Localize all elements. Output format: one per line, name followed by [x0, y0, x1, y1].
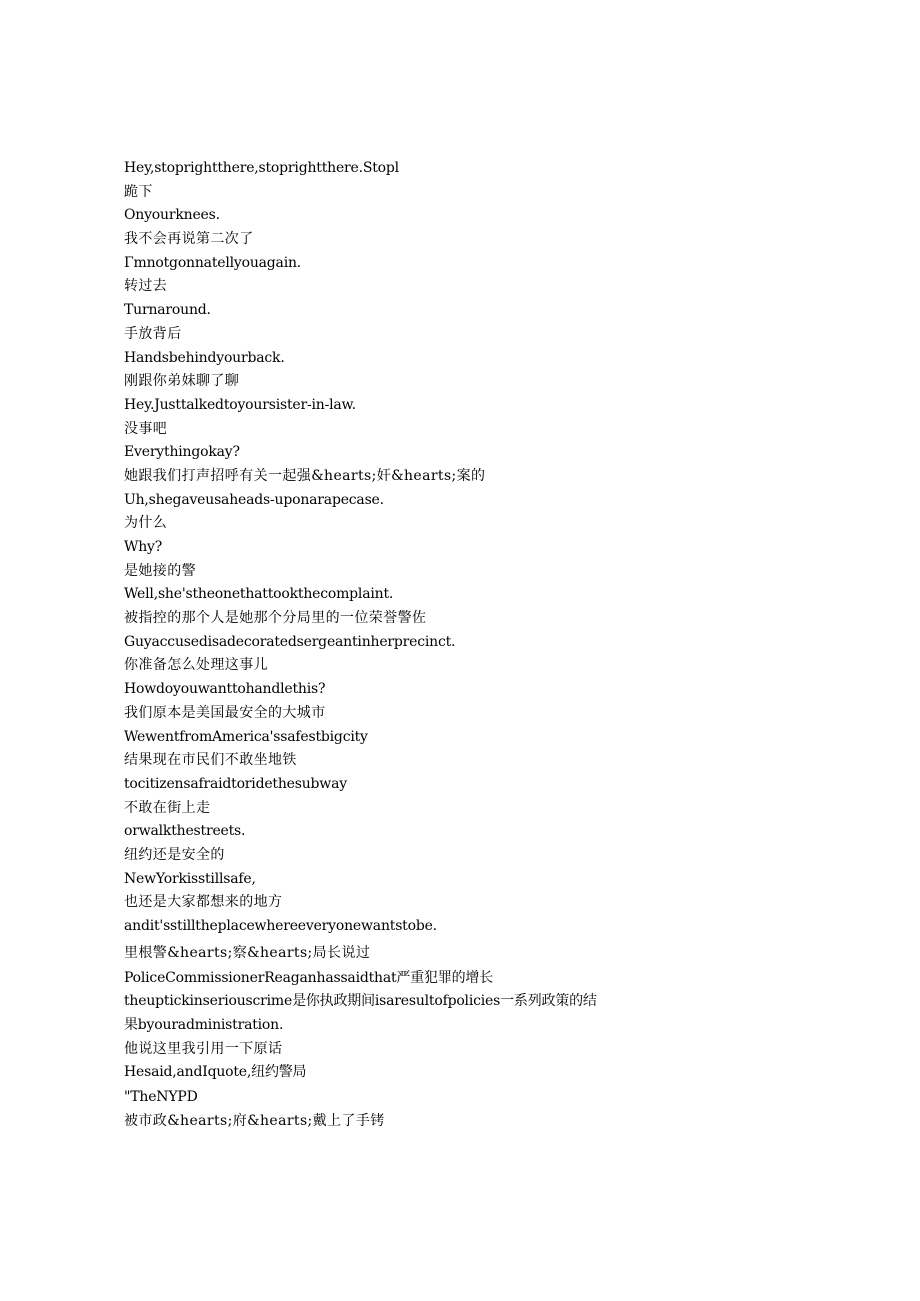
transcript-line: 里根警&hearts;察&hearts;局长说过: [124, 944, 371, 961]
transcript-line: 我们原本是美国最安全的大城市: [124, 704, 326, 721]
transcript-line: WewentfromAmerica'ssafestbigcity: [124, 728, 368, 745]
transcript-line: 你准备怎么处理这事儿: [124, 657, 268, 674]
transcript-line: 转过去: [124, 278, 168, 295]
transcript-line: "TheNYPD: [124, 1089, 198, 1106]
transcript-line: 是她接的警: [124, 562, 196, 579]
transcript-line: 不敢在街上走: [124, 799, 211, 816]
transcript-line: Everythingokay?: [124, 444, 240, 461]
transcript-line: 刚跟你弟妹聊了聊: [124, 373, 240, 390]
transcript-line: orwalkthestreets.: [124, 823, 246, 840]
transcript-line: PoliceCommissionerReaganhassaidthat严重犯罪的增长: [124, 969, 494, 986]
transcript-line: Howdoyouwanttohandlethis?: [124, 681, 326, 698]
transcript-line: 被指控的那个人是她那个分局里的一位荣誉警佐: [124, 610, 427, 627]
transcript-line: 跪下: [124, 183, 153, 200]
transcript-line: Onyourknees.: [124, 207, 220, 224]
transcript-line: 也还是大家都想来的地方: [124, 894, 283, 911]
transcript-line: Guyaccusedisadecoratedsergeantinherprecinct.: [124, 633, 456, 650]
transcript-line: Turnaround.: [124, 302, 211, 319]
transcript-line: Well,she'stheonethattookthecomplaint.: [124, 586, 394, 603]
transcript-page: [124, 157, 684, 1134]
transcript-line: Handsbehindyourback.: [124, 349, 285, 366]
transcript-line: 手放背后: [124, 325, 182, 342]
transcript-line: 被市政&hearts;府&hearts;戴上了手铐: [124, 1113, 385, 1130]
transcript-line: theuptickinseriouscrime是你执政期间isaresultofpolicies一系列政策的结: [124, 993, 597, 1010]
transcript-line: 为什么: [124, 515, 168, 532]
transcript-line: Why?: [124, 539, 163, 555]
transcript-line: 没事吧: [124, 420, 168, 437]
transcript-line: andit'sstilltheplacewhereeveryonewantstobe.: [124, 918, 437, 934]
transcript-line: Hesaid,andIquote,纽约警局: [124, 1064, 307, 1081]
transcript-line: Hey.Justtalkedtoyoursister-in-law.: [124, 396, 356, 413]
transcript-line: 他说这里我引用一下原话: [124, 1040, 283, 1057]
transcript-line: tocitizensafraidtoridethesubway: [124, 775, 347, 792]
transcript-line: 果byouradministration.: [124, 1017, 284, 1034]
transcript-line: Γmnotgonnatellyouagain.: [124, 254, 302, 271]
transcript-line: 纽约还是安全的: [124, 846, 225, 863]
transcript-line: NewYorkisstillsafe,: [124, 870, 256, 887]
transcript-line: Uh,shegaveusaheads-uponarapecase.: [124, 491, 384, 508]
transcript-line: 她跟我们打声招呼有关一起强&hearts;奸&hearts;案的: [124, 467, 486, 484]
transcript-line: Hey,stoprightthere,stoprightthere.Stopl: [124, 160, 399, 176]
transcript-line: 我不会再说第二次了: [124, 231, 254, 248]
transcript-line: 结果现在市民们不敢坐地铁: [124, 752, 297, 769]
